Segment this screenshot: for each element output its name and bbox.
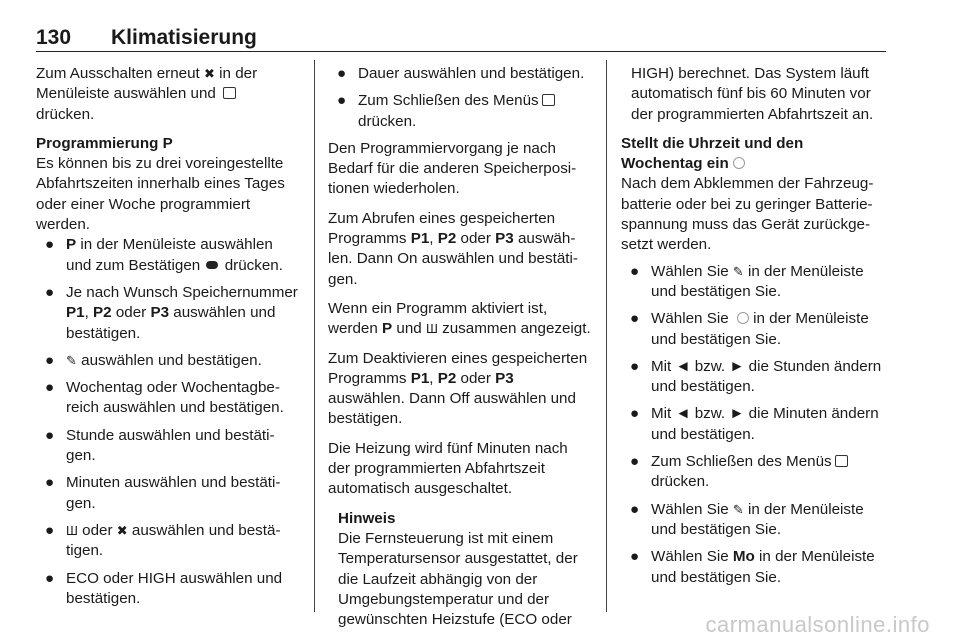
list-item: ● ECO oder HIGH auswählen und bestätigen.	[45, 569, 283, 607]
menu-box-icon	[223, 87, 236, 99]
wrench-icon: ✎	[732, 263, 744, 279]
list-item: ● Wählen Sie Mo in der Menüleiste und bestätigen Sie.	[630, 548, 875, 586]
list-item: ● Wochentag oder Wochentagbereich auswählen und bestätigen.	[45, 379, 284, 417]
column-divider-1	[314, 60, 315, 612]
clock-text: Nach dem Abklemmen der Fahrzeugbatterie oder bei zu geringer Batteriespannung muss das Gerät zurückgesetzt werden.	[621, 175, 874, 254]
paragraph: Wenn ein Programm aktiviert ist, werden P und Ш zusammen angezeigt.	[328, 299, 592, 340]
list-item: ● Je nach Wunsch Speichernummer P1, P2 oder P3 auswählen und bestätigen.	[45, 283, 298, 342]
heat-icon: Ш	[425, 321, 438, 337]
column-2	[328, 64, 592, 630]
clock-section	[621, 134, 887, 256]
column-3	[621, 64, 887, 595]
wrench-icon: ✎	[732, 501, 744, 517]
list-item: ● Stunde auswählen und bestätigen.	[45, 426, 275, 465]
paragraph: Die Heizung wird fünf Minuten nach der programmierten Abfahrtszeit automatisch ausgeschaltet.	[328, 439, 568, 498]
list-item: ● Zum Schließen des Menüs drücken.	[621, 452, 887, 493]
column-divider-2	[606, 60, 607, 612]
watermark: carmanualsonline.info	[705, 612, 930, 637]
clock-icon	[733, 157, 745, 169]
menu-box-icon	[835, 455, 848, 467]
paragraph: Zum Deaktivieren eines gespeicherten Programms P1, P2 oder P3 auswählen. Dann Off auswählen und bestätigen.	[328, 349, 588, 428]
wrench-icon: ✎	[66, 352, 77, 368]
list-item: ● Zum Schließen des Menüs drücken.	[328, 91, 592, 132]
page-number: 130	[36, 26, 72, 49]
list-item: ● Dauer auswählen und bestätigen.	[337, 65, 585, 82]
note-text: Die Fernsteuerung ist mit einem Temperatursensor ausgestattet, der die Laufzeit abhängig von der Umgebungstemperatur und der gewünschten Heizstufe (ECO oder	[338, 529, 578, 629]
paragraph: Den Programmiervorgang je nach Bedarf für die anderen Speicherpositionen wiederholen.	[328, 139, 577, 198]
clock-icon	[737, 312, 749, 324]
note-heading: Hinweis	[338, 509, 396, 527]
list-item: ● Wählen Sie ✎ in der Menüleiste und bestätigen Sie.	[630, 262, 864, 300]
programming-heading: Programmierung P	[36, 134, 173, 152]
list-item: ● Ш oder ✖ auswählen und bestätigen.	[45, 521, 281, 560]
list-item: ● P in der Menüleiste auswählen und zum Bestätigen drücken.	[45, 236, 283, 274]
left-arrow-icon: ◄	[675, 405, 691, 423]
intro-paragraph: Zum Ausschalten erneut ✖ in der Menüleiste auswählen und drücken.	[36, 65, 258, 123]
column-1	[36, 64, 298, 616]
left-arrow-icon: ◄	[675, 357, 691, 375]
final-steps	[328, 64, 592, 132]
section-title: Klimatisierung	[111, 26, 257, 49]
clock-heading: Stellt die Uhrzeit und den Wochentag ein	[621, 134, 804, 173]
list-item: ● Wählen Sie ✎ in der Menüleiste und bestätigen Sie.	[630, 500, 864, 538]
heat-icon: Ш	[66, 522, 78, 538]
fan-icon: ✖	[116, 522, 128, 538]
programming-section	[36, 134, 298, 235]
fan-icon: ✖	[204, 66, 215, 81]
list-item: ● Wählen Sie in der Menüleiste und bestätigen Sie.	[630, 310, 869, 348]
list-item: ● Mit ◄ bzw. ► die Stunden ändern und bestätigen.	[630, 357, 882, 396]
list-item: ● Mit ◄ bzw. ► die Minuten ändern und bestätigen.	[630, 405, 879, 443]
right-arrow-icon: ►	[729, 405, 745, 423]
confirm-button-icon	[206, 261, 218, 269]
note-continued: HIGH) berechnet. Das System läuft automatisch fünf bis 60 Minuten vor der programmierten Abfahrtszeit an.	[631, 65, 874, 123]
right-arrow-icon: ►	[729, 357, 745, 375]
note-box	[328, 509, 592, 631]
header-rule	[36, 51, 886, 52]
programming-steps	[36, 235, 298, 609]
menu-box-icon	[542, 94, 555, 106]
paragraph: Zum Abrufen eines gespeicherten Programms P1, P2 oder P3 auswählen. Dann On auswählen und bestätigen.	[328, 209, 578, 288]
programming-text: Es können bis zu drei voreingestellte Abfahrtszeiten innerhalb eines Tages oder einer Woche programmiert werden.	[36, 155, 285, 234]
list-item: ● ✎ auswählen und bestätigen.	[36, 351, 298, 371]
clock-steps	[621, 262, 887, 588]
list-item: ● Minuten auswählen und bestätigen.	[45, 474, 281, 512]
